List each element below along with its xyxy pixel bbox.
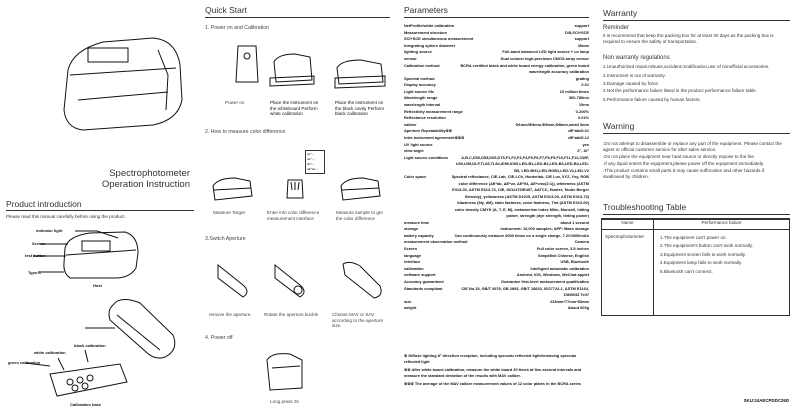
- caption-measure-target: Measure Target: [213, 210, 245, 215]
- list-item: 3.Damage caused by force.: [603, 81, 660, 86]
- parameter-row: [404, 30, 589, 37]
- parameter-label: Screen: [404, 246, 417, 252]
- parameter-label: Accuracy guaranteed: [404, 279, 444, 285]
- parameter-value: Simplified Chinese, English: [537, 252, 589, 258]
- parameter-row: [404, 135, 589, 142]
- troubleshooting-title: Troubleshooting Table: [603, 202, 687, 212]
- label-screen: Screen: [32, 241, 46, 246]
- sku-label: SKU:24AECPDDC26D: [743, 398, 789, 403]
- parameter-row: [404, 89, 589, 96]
- measure-target-illustration: [210, 178, 255, 203]
- parameter-value: yes: [582, 141, 589, 147]
- list-item: 5.Bluetooth can't connect.: [660, 268, 713, 274]
- parameter-value: 233mm*77mm*83mm: [550, 298, 589, 304]
- parameter-label: NetProfile/white calibration: [404, 23, 455, 28]
- label-white-calibration: white calibration: [34, 350, 66, 355]
- measure-sample-illustration: [338, 178, 383, 203]
- non-warranty-list: [603, 64, 791, 104]
- parameter-row: [404, 115, 589, 122]
- reminder-heading: Reminder: [603, 25, 630, 31]
- title-line-2: Operation Instruction: [101, 179, 190, 190]
- parameter-value: support: [574, 23, 589, 28]
- parameter-label: weight: [404, 305, 417, 311]
- caption-long-press: Long press 3s: [270, 399, 299, 404]
- note-2: ※※ After white board calibration, measure the white board 30 times at five-second intervals and measure the standard deviation of the results with MAV caliber.: [404, 366, 582, 379]
- label-test-button: test button: [25, 253, 46, 258]
- parameter-label: Reflectivity measurement range: [404, 108, 463, 114]
- parameter-label: Color space: [404, 174, 427, 180]
- screen-line: dE*ab:--: [307, 167, 319, 171]
- parameter-row: [404, 286, 589, 299]
- parameters-title: Parameters: [404, 5, 448, 15]
- parameter-row: [404, 148, 589, 155]
- parameter-row: [404, 279, 589, 286]
- parameter-value: BCRA certified black and white board energy calibration, green board wavelength accuracy calibration: [460, 62, 589, 75]
- parameter-label: Light source conditions: [404, 154, 449, 160]
- parameter-row: [404, 305, 589, 312]
- caption-rotate-buckle: Rotate the aperture buckle: [264, 312, 319, 317]
- list-item: 5.Performance failure caused by human factors.: [603, 97, 701, 102]
- parameter-value: Full color screen, 3.5 inches: [536, 246, 589, 252]
- parameter-value: about 1 second: [560, 219, 589, 225]
- parameter-label: lighting source: [404, 49, 432, 55]
- parameter-label: measure time: [404, 219, 430, 225]
- parameter-value: D/8,SCI+SCE: [565, 29, 589, 35]
- parameter-label: Display accuracy: [404, 82, 436, 88]
- parameter-row: [404, 36, 589, 43]
- parameter-value: dE*ab≤0.12: [568, 134, 589, 140]
- parameter-row: [404, 95, 589, 102]
- warning-title: Warning: [603, 121, 635, 131]
- parameter-value: 0-200%: [575, 108, 589, 114]
- parameter-label: Spectral method: [404, 75, 435, 81]
- parameter-value: 10nm: [578, 101, 589, 107]
- parameter-value: Instrument: 10,000 samples; APP: Mass storage: [500, 226, 589, 232]
- parameter-label: UV light source: [404, 141, 433, 147]
- col-performance-failure: Performance failure: [654, 219, 790, 229]
- screen-line: db*:--: [307, 162, 315, 166]
- parameter-value: Dual column high-precision CMOS array sensor: [500, 55, 589, 61]
- parameter-row: [404, 272, 589, 279]
- parameter-row: [404, 109, 589, 116]
- parameter-value: 0.01: [581, 82, 589, 88]
- divider: [603, 133, 790, 134]
- parameter-value: 0.01%: [577, 115, 589, 121]
- intro-text: Please read this manual carefully before using the product.: [6, 214, 126, 219]
- caption-power-on: Power on: [225, 100, 245, 105]
- parameter-value: Camera: [574, 239, 589, 245]
- parameter-label: size: [404, 298, 412, 304]
- screen-line: da*:--: [307, 157, 315, 161]
- divider: [603, 214, 790, 215]
- parameter-label: SCI+SCE simultaneous measurement: [404, 36, 474, 42]
- parameter-row: [404, 226, 589, 233]
- list-item: 3.Equipment screen fails to work normally.: [660, 251, 746, 257]
- parameter-value: dE*ab≤0.01: [568, 128, 589, 134]
- list-item: 4.Not the performance failure listed in the product performance failure table.: [603, 88, 757, 93]
- label-green-calibration: green calibration: [8, 360, 41, 365]
- label-indicator-light: indicator light: [36, 228, 63, 233]
- list-item: .This product contains small parts.It may cause suffocation and other hazards.if swallowed by children.: [603, 168, 765, 179]
- screen-line: dL*:--: [307, 152, 315, 156]
- parameter-value: A,B,C,D50,D55,D65,D75,F1,F2,F3,F4,F5,F6,F7,F8,F9,F10,F11,F12,CWF, U30,U35,DLF,TL83,TL84,ID50,ID65,LED-B1,LED-B2,LED-B3,LED-B4,LED-B5, LED-BH1,LED-RGB1,LED-V1,LED-V2: [455, 154, 589, 173]
- list-item: .If any liquid enters the equipment,please power off the equipment immediately.: [603, 161, 764, 166]
- parameter-row: [404, 43, 589, 50]
- parameter-row: [404, 233, 589, 240]
- list-item: 1.Unauthorized repair,misuse,accident,modification,use of nonofficial accessories.: [603, 64, 770, 69]
- quick-start-title: Quick Start: [205, 5, 248, 15]
- parameter-row: [404, 155, 589, 175]
- parameter-label: wavelength interval: [404, 101, 441, 107]
- parameter-label: software support: [404, 272, 436, 278]
- parameter-row: [404, 246, 589, 253]
- parameter-value: grating: [575, 75, 589, 81]
- step-2-title: 2. How to measure color difference: [205, 129, 286, 135]
- caption-measure-sample: Measure sample to get the color difference: [336, 210, 383, 221]
- parameter-row: [404, 122, 589, 129]
- parameter-value: Full-band balanced LED light source + uv lamp: [502, 49, 589, 55]
- parameter-value: Φ1mm/Φ3mm,Φ8mm,Φ8mm,small 3mm: [515, 121, 589, 127]
- divider: [205, 17, 390, 18]
- step-3-title: 3.Switch Aperture: [205, 236, 246, 242]
- caption-choose-aperture: Choose MAV or SAV according to the aperture size.: [332, 312, 384, 329]
- parameter-value: Android, iOS, Windows, WeChat applet: [516, 272, 589, 278]
- parameter-label: language: [404, 252, 422, 258]
- troubleshooting-table: [601, 218, 790, 316]
- parameter-label: measurement observation method: [404, 239, 468, 245]
- caption-color-difference-interface: Enter into color difference measurement interface: [267, 210, 320, 221]
- divider: [603, 20, 790, 21]
- parameter-row: [404, 259, 589, 266]
- parameter-row: [404, 299, 589, 306]
- parameter-row: [404, 82, 589, 89]
- parameter-label: battery capacity: [404, 232, 434, 238]
- power-off-illustration: [262, 350, 307, 395]
- parameter-row: [404, 23, 589, 30]
- color-difference-screen: [305, 150, 325, 174]
- reminder-text: It is recommend that keep the packing box for at least 30 days as the packing box is required to ensure the safety of transportation.: [603, 33, 774, 44]
- parameter-row: [404, 63, 589, 76]
- parameter-label: Light source life: [404, 88, 435, 94]
- parameter-value: 360-780nm: [568, 95, 589, 101]
- parameter-row: [404, 128, 589, 135]
- caption-remove-aperture: remove the aperture.: [209, 312, 252, 317]
- step-1-title: 1. Power on and Calibration: [205, 25, 270, 31]
- parameter-label: sensor: [404, 55, 417, 61]
- caption-black-calibration: Place the instrument on the black cavity Perform black calibration: [335, 100, 385, 117]
- remove-aperture-illustration: [213, 260, 253, 300]
- list-item: 1.The equipment can't power on.: [660, 234, 727, 240]
- parameter-value: 2°, 10°: [577, 148, 589, 154]
- parameter-label: Wavelength range: [404, 95, 438, 101]
- label-type-c: Type-C: [28, 270, 42, 275]
- section-product-introduction: Product introduction: [6, 199, 82, 209]
- parameter-row: [404, 56, 589, 63]
- device-angled-illustration: [105, 295, 180, 360]
- parameter-value: About 600g: [567, 305, 589, 311]
- parameter-label: caliber: [404, 121, 417, 127]
- failure-list: [654, 229, 790, 315]
- parameter-label: Reflectance resolution: [404, 115, 446, 121]
- divider: [404, 17, 589, 18]
- parameter-value: Can continuously measure 8000 times on a single charge, 7.2V/3000mAh: [454, 232, 589, 238]
- row-name: Spectrophotometer: [602, 229, 654, 315]
- list-item: 4.Equipment lamp fails to work normally.: [660, 260, 743, 266]
- caption-white-calibration: Place the instrument on the whiteboard Perform white calibration: [270, 100, 319, 117]
- parameter-value: 40mm: [577, 42, 589, 48]
- parameter-row: [404, 220, 589, 227]
- col-name: Name: [602, 219, 654, 229]
- choose-aperture-illustration: [340, 260, 385, 300]
- parameter-label: Calibration method: [404, 62, 440, 68]
- parameter-value: support: [574, 36, 589, 42]
- parameter-row: [404, 266, 589, 273]
- rotate-buckle-illustration: [270, 260, 310, 300]
- parameter-row: [404, 142, 589, 149]
- note-3: ※※※ The average of the MAV caliber measurement values of 12 color plates in the BCRA series: [404, 380, 581, 386]
- parameter-label: inter-instrument agreement※※※: [404, 134, 465, 140]
- parameter-row: [404, 253, 589, 260]
- parameter-label: Integrating sphere diameter: [404, 42, 456, 48]
- parameter-label: Aperture Repeatability※※: [404, 128, 453, 134]
- label-black-calibration: black calibration: [74, 343, 106, 348]
- parameter-value: USB, Bluetooth: [560, 259, 589, 265]
- black-calibration-illustration: [333, 60, 388, 90]
- calibration-base-illustration: [45, 362, 130, 398]
- label-calibration-base: Calibration base: [70, 402, 102, 407]
- warranty-title: Warranty: [603, 8, 638, 18]
- list-item: 2.Instrument is out of warranty.: [603, 73, 666, 78]
- step-4-title: 4. Power off: [205, 335, 233, 341]
- warning-list: [603, 141, 791, 180]
- parameter-row: [404, 174, 589, 220]
- power-on-illustration: [232, 42, 262, 87]
- parameter-row: [404, 49, 589, 56]
- note-1: ※ Diffuse lighting 8° direction reception, including specular reflected light/removing specular reflected light: [404, 353, 577, 365]
- parameter-label: storage: [404, 226, 419, 232]
- parameter-row: [404, 76, 589, 83]
- parameter-label: Measurement structure: [404, 29, 448, 35]
- white-calibration-illustration: [270, 52, 315, 87]
- parameter-row: [404, 102, 589, 109]
- list-item: 2.The equipment's button can't work normally.: [660, 243, 754, 249]
- title-line-1: Spectrophotometer: [109, 168, 190, 179]
- parameter-label: Standards compliant: [404, 285, 443, 291]
- list-item: .Do not attempt to disassemble or replace any part of the equipment. Please contact the agent or official customer service for after sales service.: [603, 141, 782, 152]
- parameter-label: view angle: [404, 148, 424, 154]
- non-warranty-heading: Non warranty regulations: [603, 55, 670, 61]
- list-item: .Do not place the equipment near heat source or directly expose to the fire.: [603, 154, 756, 159]
- color-difference-interface-illustration: [285, 178, 305, 203]
- parameter-label: calibration: [404, 265, 424, 271]
- parameter-value: 10 million times: [559, 88, 589, 94]
- label-host: Host: [93, 283, 102, 288]
- parameter-value: Spectral reflectance, CIE-Lab, CIE-LCh, Hunterlab, CIE Luv, XYZ, Yxy, RGB color difference (ΔE*ab, ΔE*uv, ΔE*94, ΔE*cmc(2:1)), whiteness (ASTM E313-00, ASTM E313-73, CIE, ISO2470/R457, AATCC, Hunter, Taube Berger Stensby), yellowness (ASTM D1925, ASTM E313-00, ASTM E313-73) blackness (My, dM), stain fastness, color fastness, Tint (ASTM E313-00) color density CMYK (A, T, E, M), metamerism index Milm, Munsell, hiding power, strength (dye strength, tinting power): [451, 174, 589, 219]
- parameter-label: interface: [404, 259, 421, 265]
- parameter-value: CIE No.15, GB/T 3978, GB 2893, GB/T 18833, ISO7724-1, ASTM E1164, DIN5033 Teil7: [461, 285, 589, 298]
- parameter-value: Intelligent automatic calibration: [530, 265, 589, 271]
- parameter-value: Guarantee first-level measurement qualification: [501, 279, 589, 285]
- parameters-table: [404, 23, 589, 312]
- parameters-notes: [404, 353, 589, 388]
- parameter-row: [404, 239, 589, 246]
